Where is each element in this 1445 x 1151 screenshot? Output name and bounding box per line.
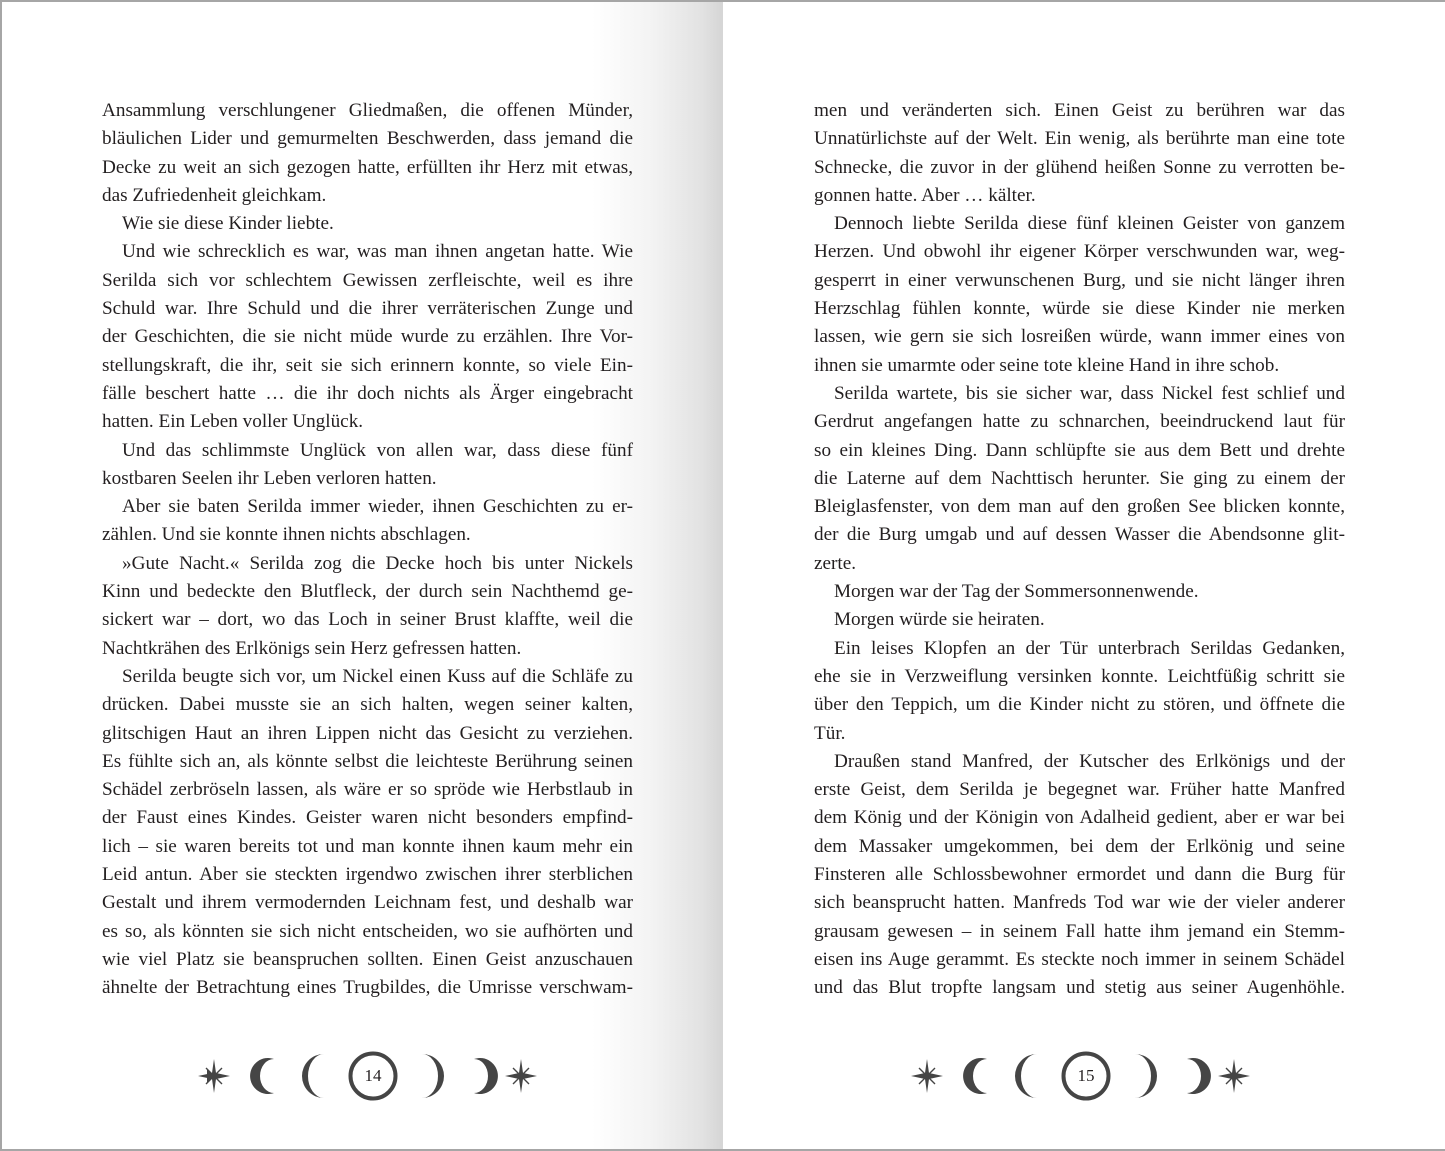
right-page-folio-ornament: [907, 1046, 1267, 1106]
text-line: über den Teppich, um die Kinder nicht zu stören, und öffnete die: [814, 694, 1345, 716]
text-line: der Faust eines Kindes. Geister waren nicht besonders empfind-: [102, 807, 633, 829]
text-line: Wie sie diese Kinder liebte.: [122, 213, 334, 235]
text-line: Herzschlag fühlen konnte, würde sie diese Kinder nie merken: [814, 298, 1345, 320]
text-line: Draußen stand Manfred, der Kutscher des Erlkönigs und der: [834, 750, 1345, 772]
text-line: Dennoch liebte Serilda diese fünf kleinen Geister von ganzem: [834, 213, 1345, 235]
text-line: hatten. Ein Leben voller Unglück.: [102, 411, 364, 433]
text-line: lassen, wie gern sie sich losreißen würde, wann immer eines von: [814, 326, 1345, 348]
text-line: Es fühlte sich an, als könnte selbst die leichteste Berührung seinen: [102, 750, 633, 772]
text-line: ehe sie in Verzweiflung versinken konnte. Leichtfüßig schritt sie: [814, 665, 1345, 687]
text-line: Finsteren alle Schlossbewohner ermordet und dann die Burg für: [814, 864, 1345, 886]
text-line: dem Massaker umgekommen, bei dem der Erlkönig und seine: [814, 835, 1345, 857]
text-line: Und wie schrecklich es war, was man ihnen angetan hatte. Wie: [122, 241, 633, 263]
text-line: Leid antun. Aber sie steckten irgendwo zwischen ihrer sterblichen: [102, 864, 633, 886]
text-line: kostbaren Seelen ihr Leben verloren hatten.: [102, 467, 437, 489]
right-page-body-text: [814, 97, 1345, 1003]
text-line: zählen. Und sie konnte ihnen nichts abschlagen.: [102, 524, 471, 546]
text-line: Aber sie baten Serilda immer wieder, ihnen Geschichten zu er-: [122, 496, 633, 518]
text-line: lich – sie waren bereits tot und man konnte ihnen kaum mehr ein: [102, 835, 633, 857]
waning-crescent-icon: [474, 1058, 498, 1094]
text-line: so ein kleines Ding. Dann schlüpfte sie aus dem Bett und drehte: [814, 439, 1345, 461]
text-line: ähnelte der Betrachtung eines Trugbildes, die Umrisse verschwam-: [102, 977, 633, 999]
crescent-moon-icon: [302, 1054, 324, 1098]
text-line: erste Geist, dem Serilda je begegnet war. Früher hatte Manfred: [814, 779, 1345, 801]
text-line: eisen ins Auge gerammt. Es steckte noch immer in seinem Schädel: [814, 948, 1345, 970]
text-line: die Laterne auf dem Nachttisch herunter. Sie ging zu einem der: [814, 467, 1345, 489]
gibbous-moon-icon: [422, 1054, 444, 1098]
text-line: das Zufriedenheit gleichkam.: [102, 184, 327, 206]
text-line: sich beansprucht hatten. Manfreds Tod war wie der vieler anderer: [814, 892, 1345, 914]
text-line: bläulichen Lider und gemurmelten Beschwerden, dass jemand die: [102, 128, 633, 150]
left-page-body-text: [102, 97, 633, 1003]
text-line: Tür.: [814, 722, 846, 744]
text-line: es so, als könnten sie sich nicht entscheiden, wo sie aufhörten und: [102, 920, 633, 942]
text-line: fälle beschert hatte … die ihr doch nichts als Ärger eingebracht: [102, 382, 633, 404]
text-line: gonnen hatte. Aber … kälter.: [814, 184, 1036, 206]
left-page-folio-ornament: [194, 1046, 554, 1106]
text-line: der Geschichten, die sie nicht müde wurde zu erzählen. Ihre Vor-: [102, 326, 633, 348]
text-line: glitschigen Haut an ihren Lippen nicht das Gesicht zu verziehen.: [102, 722, 633, 744]
text-line: Gerdrut angefangen hatte zu schnarchen, beeindruckend laut für: [814, 411, 1345, 433]
text-line: zerte.: [814, 552, 857, 574]
left-page: [2, 2, 723, 1149]
text-line: gesperrt in einer verwunschenen Burg, und sie nicht länger ihren: [814, 269, 1345, 291]
waxing-crescent-icon: [963, 1058, 987, 1094]
text-line: »Gute Nacht.« Serilda zog die Decke hoch bis unter Nickels: [122, 552, 633, 574]
text-line: sickert war – dort, wo das Loch in seiner Brust klaffte, weil die: [102, 609, 633, 631]
text-line: ihnen sie umarmte oder seine tote kleine Hand in ihre schob.: [814, 354, 1280, 376]
text-line: Serilda wartete, bis sie sicher war, dass Nickel fest schlief und: [834, 382, 1345, 404]
text-line: wie viel Platz sie beanspruchen sollten. Einen Geist anzuschauen: [102, 948, 633, 970]
text-line: Morgen würde sie heiraten.: [834, 609, 1045, 631]
page-number: 14: [364, 1066, 382, 1085]
text-line: grausam gewesen – in seinem Fall hatte ihm jemand ein Stemm-: [814, 920, 1345, 942]
waxing-crescent-icon: [250, 1058, 274, 1094]
text-line: Nachtkrähen des Erlkönigs sein Herz gefressen hatten.: [102, 637, 522, 659]
text-line: der die Burg umgab und auf dessen Wasser die Abendsonne glit-: [814, 524, 1345, 546]
text-line: Bleiglasfenster, von dem man auf den großen See blicken konnte,: [814, 496, 1345, 518]
text-line: Kinn und bedeckte den Blutfleck, der durch sein Nachthemd ge-: [102, 581, 633, 603]
text-line: Herzen. Und obwohl ihr eigener Körper verschwunden war, weg-: [814, 241, 1345, 263]
text-line: Und das schlimmste Unglück von allen war, dass diese fünf: [122, 439, 633, 461]
text-line: Serilda sich vor schlechtem Gewissen zerfleischte, weil es ihre: [102, 269, 633, 291]
text-line: drücken. Dabei musste sie an sich halten, wegen seiner kalten,: [102, 694, 633, 716]
text-line: und das Blut tropfte langsam und stetig aus seiner Augenhöhle.: [814, 977, 1345, 999]
text-line: men und veränderten sich. Einen Geist zu berühren war das: [814, 100, 1345, 121]
text-line: Ein leises Klopfen an der Tür unterbrach Serildas Gedanken,: [834, 637, 1345, 659]
text-line: Decke zu weit an sich gezogen hatte, erfüllten ihr Herz mit etwas,: [102, 156, 633, 178]
text-line: Morgen war der Tag der Sommersonnenwende.: [834, 581, 1199, 603]
text-line: Schädel zerbröseln lassen, als wäre er so spröde wie Herbstlaub in: [102, 779, 633, 801]
crescent-moon-icon: [1015, 1054, 1037, 1098]
text-line: dem König und der Königin von Adalheid gedient, aber er war bei: [814, 807, 1345, 829]
text-line: stellungskraft, die ihr, seit sie sich erinnern konnte, so viele Ein-: [102, 354, 633, 376]
waning-crescent-icon: [1187, 1058, 1211, 1094]
right-page: [723, 2, 1445, 1149]
gibbous-moon-icon: [1135, 1054, 1157, 1098]
text-line: Gestalt und ihrem vermodernden Leichnam fest, und deshalb war: [102, 892, 633, 914]
text-line: Schuld war. Ihre Schuld und die ihrer verräterischen Zunge und: [102, 298, 633, 320]
text-line: Schnecke, die zuvor in der glühend heißen Sonne zu verrotten be-: [814, 156, 1345, 178]
page-number: 15: [1077, 1066, 1095, 1085]
text-line: Ansammlung verschlungener Gliedmaßen, die offenen Münder,: [102, 100, 633, 121]
text-line: Serilda beugte sich vor, um Nickel einen Kuss auf die Schläfe zu: [122, 665, 633, 687]
text-line: Unnatürlichste auf der Welt. Ein wenig, als berührte man eine tote: [814, 128, 1345, 150]
